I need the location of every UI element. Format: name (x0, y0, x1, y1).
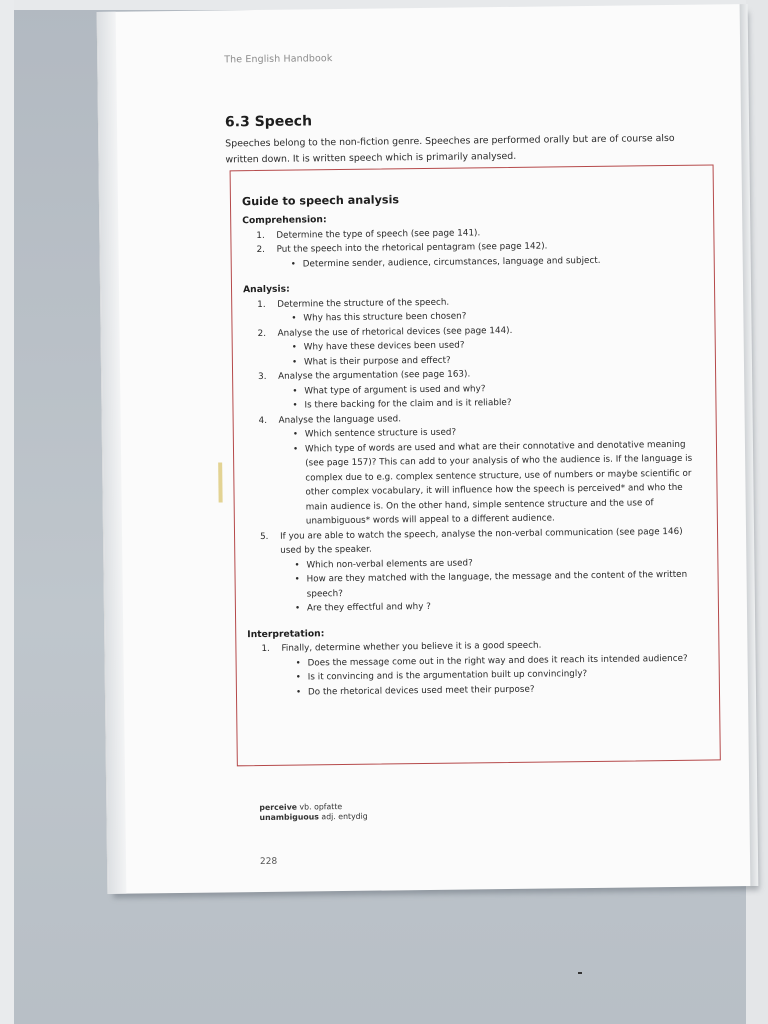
item-text: Finally, determine whether you believe it is a good speech. (281, 640, 542, 654)
item-text: Analyse the argumentation (see page 163). (278, 369, 471, 382)
bullet-icon: • (295, 672, 302, 683)
bullet-text: Determine sender, audience, circumstances, language and subject. (302, 255, 601, 269)
bullet-text: Is it convincing and is the argumentation built up convincingly? (307, 669, 588, 683)
guide-title: Guide to speech analysis (241, 193, 400, 209)
bullet-icon: • (290, 259, 296, 270)
intro-paragraph: Speeches belong to the non-fiction genre. Speeches are performed orally but are of course also written down. It is written speech which is primarily analysed. (225, 132, 675, 166)
footnote-gloss: vb. opfatte (299, 802, 343, 812)
bullet-text: Does the message come out in the right way and does it reach its intended audience? (307, 653, 688, 668)
item-text: Determine the structure of the speech. (277, 297, 450, 310)
bullet-text: How are they matched with the language, the message and the content of the written speech? (306, 569, 688, 599)
bullet-text: What is their purpose and effect? (303, 355, 451, 367)
item-text: Determine the type of speech (see page 141). (276, 227, 481, 241)
analysis-heading: Analysis: (242, 283, 290, 296)
bullet-icon: • (291, 357, 298, 368)
item-text: If you are able to watch the speech, analyse the non-verbal communication (see page 146) used by the speaker. (279, 526, 683, 556)
bullet-text: Are they effectful and why ? (306, 601, 431, 614)
bullet-text: Why have these devices been used? (303, 340, 465, 353)
running-head: The English Handbook (224, 53, 333, 66)
dust-speck (578, 972, 582, 974)
footnote-word: perceive (259, 802, 298, 813)
item-number: 2. (256, 244, 266, 256)
book-page (97, 4, 753, 894)
footnote-word: unambiguous (259, 812, 319, 823)
footnote (259, 812, 367, 823)
bullet-icon: • (291, 313, 297, 324)
item-number: 1. (256, 230, 265, 241)
bullet-icon: • (294, 603, 301, 614)
bullet-icon: • (295, 658, 301, 669)
interpretation-list (247, 637, 708, 701)
scanner-edge-left (0, 0, 14, 1024)
section-title: 6.3 Speech (224, 113, 313, 131)
item-text: Analyse the language used. (278, 413, 402, 426)
item-number: 3. (258, 371, 267, 383)
bullet-icon: • (292, 444, 299, 455)
item-number: 1. (257, 299, 266, 310)
comprehension-list (242, 223, 702, 272)
analysis-list (243, 292, 707, 617)
bullet-icon: • (294, 574, 300, 585)
bullet-text: Which type of words are used and what are their connotative and denotative meaning (see page 157)? This can add to your analysis of who the audience is. If the language is complex due to e.g. complex sentence structure, use of numbers or maybe scientific or other complex vocabulary, it will influence how the speech is perceived* and who the main audience is. On the other hand, simple sentence structure and the use of unambiguous* words will appeal to a different audience. (304, 439, 693, 527)
bullet-icon: • (292, 386, 298, 397)
interpretation-heading: Interpretation: (247, 627, 325, 640)
bullet-text: Which non-verbal elements are used? (306, 557, 473, 570)
item-text: Put the speech into the rhetorical pentagram (see page 142). (276, 241, 548, 255)
page-number: 228 (259, 856, 278, 868)
bullet-icon: • (295, 687, 302, 698)
footnote-gloss: adj. entydig (321, 811, 368, 822)
bullet-text: Which sentence structure is used? (304, 427, 457, 440)
item-number: 5. (259, 531, 269, 542)
bullet-icon: • (292, 429, 299, 440)
item-number: 1. (261, 643, 270, 655)
bullet-text: What type of argument is used and why? (304, 383, 486, 396)
guide-body (242, 209, 708, 701)
footnotes (259, 802, 367, 823)
bullet-icon: • (291, 342, 298, 353)
bullet-text: Do the rhetorical devices used meet their purpose? (307, 684, 535, 697)
item-text: Analyse the use of rhetorical devices (see page 144). (277, 325, 513, 339)
comprehension-heading: Comprehension: (242, 214, 327, 227)
item-number: 4. (258, 415, 268, 426)
bullet-item (245, 437, 706, 530)
bullet-icon: • (294, 560, 300, 571)
bullet-text: Is there backing for the claim and is it reliable? (304, 397, 512, 411)
bullet-text: Why has this structure been chosen? (303, 311, 467, 324)
margin-mark (218, 462, 222, 502)
item-number: 2. (257, 328, 267, 339)
bullet-icon: • (292, 400, 298, 411)
